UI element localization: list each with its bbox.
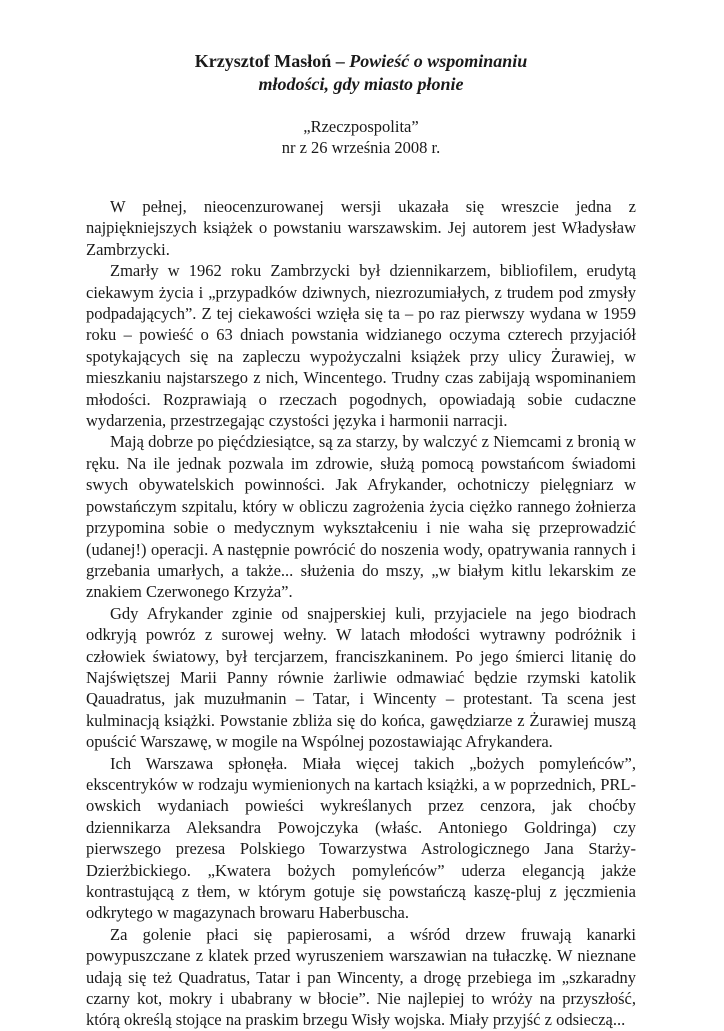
paragraph: Za golenie płaci się papierosami, a wśród drzew fruwają kanarki powypuszczane z klatek przed wyruszeniem warszawian na tułaczkę. W nieznane udają się też Quadratus, Tatar i pan Wincenty, a drogę przebiega im „szkaradny czarny kot, mokry i ubabrany w błocie”. Nie najlepiej to wróży na przyszłość, którą określą stojące na praskim brzegu Wisły wojska. Miały przyjść z odsieczą... [86, 924, 636, 1030]
article-body [86, 196, 636, 1031]
publication-date: nr z 26 września 2008 r. [281, 138, 441, 157]
document-page [86, 50, 636, 1031]
source-info [86, 116, 636, 158]
paragraph: W pełnej, nieocenzurowanej wersji ukazała się wreszcie jedna z najpiękniejszych książek o powstaniu warszawskim. Jej autorem jest Władysław Zambrzycki. [86, 197, 636, 259]
author-name: Krzysztof Masłoń [194, 51, 332, 71]
article-title [86, 50, 636, 96]
title-part-1: Powieść o wspominaniu [349, 51, 528, 71]
paragraph: Zmarły w 1962 roku Zambrzycki był dziennikarzem, bibliofilem, erudytą ciekawym życia i „przypadków dziwnych, niezrozumiałych, z trudem pod zmysły podpadających”. Z tej ciekawości wzięła się ta – po raz pierwszy wydana w 1959 roku – powieść o 63 dniach powstania widzianego oczyma czterech przyjaciół spotykających się na zapleczu wypożyczalni książek przy ulicy Żurawiej, w mieszkaniu najstarszego z nich, Wincentego. Trudny czas zabijają wspominaniem młodości. Rozprawiają o rzeczach pogodnych, opowiadają sobie cudaczne wydarzenia, przestrzegając czystości języka i harmonii narracji. [86, 261, 636, 431]
paragraph: Mają dobrze po pięćdziesiątce, są za starzy, by walczyć z Niemcami z bronią w ręku. Na ile jednak pozwala im zdrowie, służą pomocą powstańcom świadomi swych obywatelskich powinności. Jak Afrykander, ochotniczy pielęgniarz w powstańczym szpitalu, który w obliczu zagrożenia życia ciężko rannego żołnierza przypomina sobie o medycznym wykształceniu i nie waha się przeprowadzić (udanej!) operacji. A następnie powrócić do noszenia wody, opatrywania rannych i grzebania umarłych, a także... służenia do mszy, „w białym kitlu lekarskim ze znakiem Czerwonego Krzyża”. [86, 432, 636, 602]
title-part-2: młodości, gdy miasto płonie [258, 74, 464, 94]
paragraph: Gdy Afrykander zginie od snajperskiej kuli, przyjaciele na jego biodrach odkryją powróz z surowej wełny. W latach młodości wytrawny podróżnik i człowiek światowy, był tercjarzem, franciszkaninem. Po jego śmierci litanię do Najświętszej Marii Panny równie żarliwie odmawiać będzie rzymski katolik Qauadratus, jak muzułmanin – Tatar, i Wincenty – protestant. Ta scena jest kulminacją książki. Powstanie zbliża się do końca, gawędziarze z Żurawiej muszą opuścić Warszawę, w mogile na Wspólnej pozostawiając Afrykandera. [86, 603, 636, 752]
title-dash: – [331, 51, 350, 71]
paragraph: Ich Warszawa spłonęła. Miała więcej takich „bożych pomyleńców”, ekscentryków w rodzaju wymienionych na kartach książki, a w poprzednich, PRL-owskich wydaniach powieści wykreślanych przez cenzora, jak choćby dziennikarza Aleksandra Powojczyka (właśc. Antoniego Goldringa) czy pierwszego prezesa Polskiego Towarzystwa Astrologicznego Jana Starży-Dzierżbickiego. „Kwatera bożych pomyleńców” uderza elegancją jakże kontrastującą z tłem, w którym gotuje się powstańczą kaszę-pluj z jęczmienia odkrytego w magazynach browaru Haberbuscha. [86, 753, 636, 923]
publication-name: „Rzeczpospolita” [303, 117, 419, 136]
